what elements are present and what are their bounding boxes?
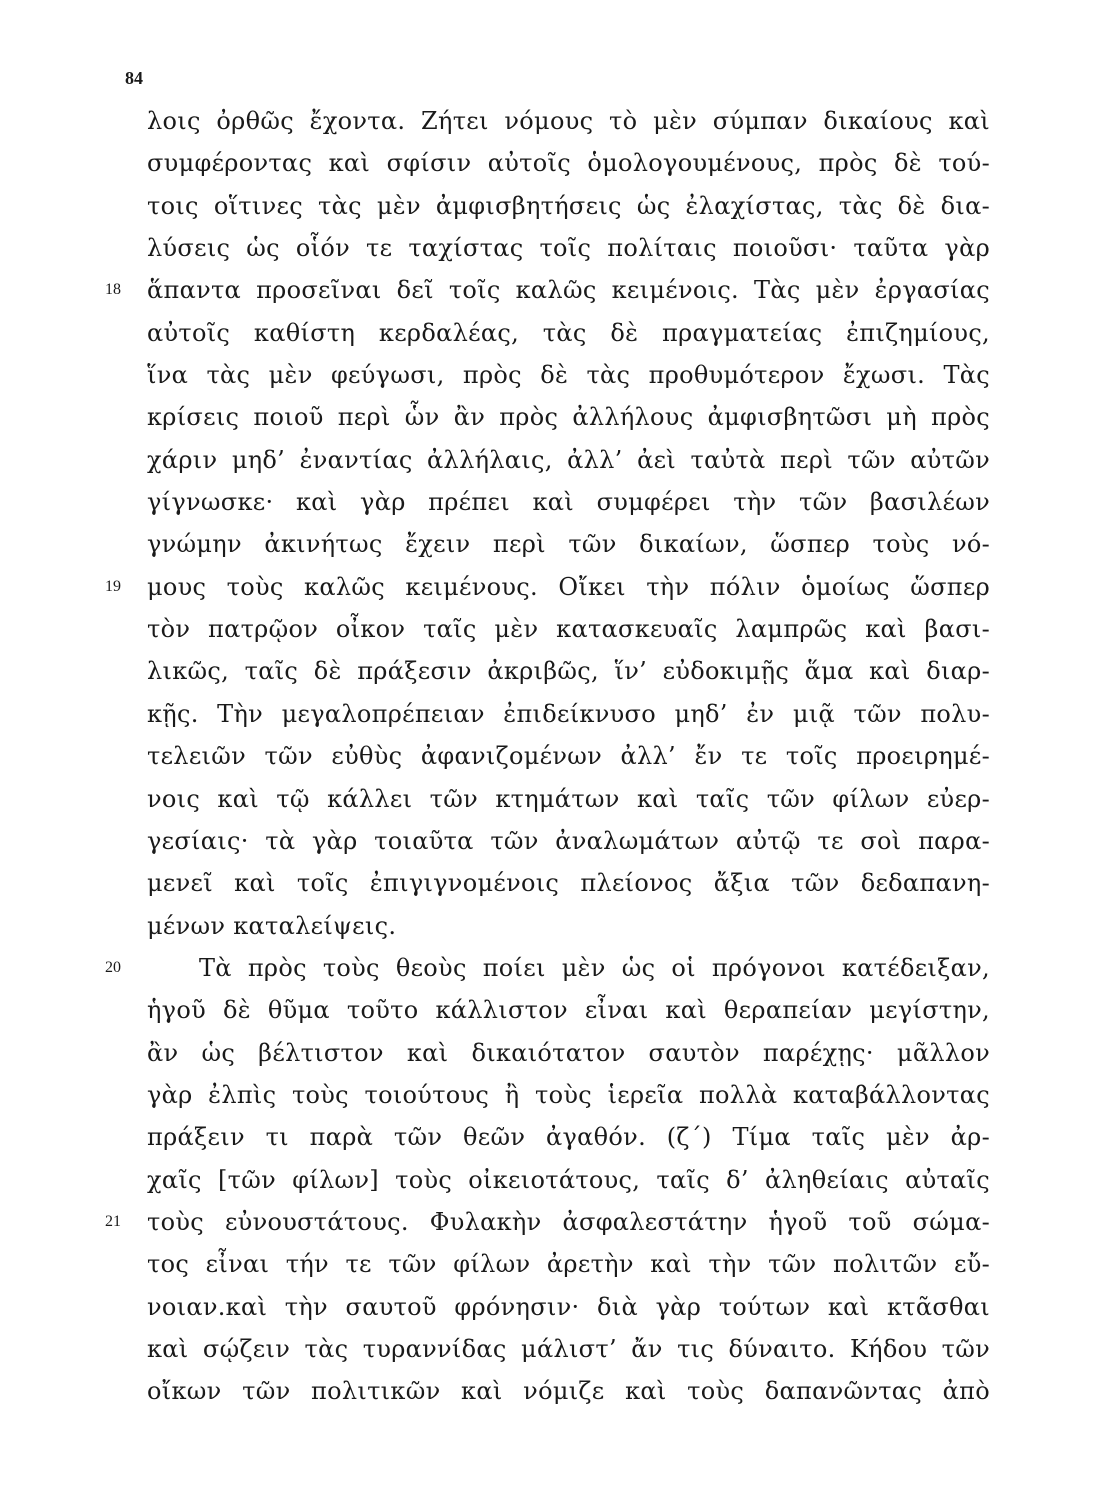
text-line [147, 1116, 990, 1158]
text-line [147, 1370, 990, 1412]
section-number: 20 [105, 958, 121, 976]
text-line [147, 439, 990, 481]
text-line [147, 396, 990, 438]
line-text: ἵνα τὰς μὲν φεύγωσι, πρὸς δὲ τὰς προθυμότερον ἔχωσι. Τὰς [147, 361, 990, 390]
text-line [147, 1243, 990, 1285]
text-line [147, 142, 990, 184]
text-line [147, 820, 990, 862]
line-text: ἂν ὡς βέλτιστον καὶ δικαιότατον σαυτὸν παρέχῃς· μᾶλλον [147, 1038, 990, 1067]
line-text: αὐτοῖς καθίστη κερδαλέας, τὰς δὲ πραγματείας ἐπιζημίους, [147, 318, 990, 347]
line-text: Τὰ πρὸς τοὺς θεοὺς ποίει μὲν ὡς οἱ πρόγονοι κατέδειξαν, [199, 953, 990, 982]
text-line [147, 100, 990, 142]
text-line [147, 862, 990, 904]
line-text: γὰρ ἐλπὶς τοὺς τοιούτους ἢ τοὺς ἱερεῖα πολλὰ καταβάλλοντας [147, 1080, 990, 1109]
text-line [147, 185, 990, 227]
text-line [105, 947, 990, 989]
line-text: νοιαν.καὶ τὴν σαυτοῦ φρόνησιν· διὰ γὰρ τούτων καὶ κτᾶσθαι [147, 1292, 990, 1321]
line-text: μένων καταλείψεις. [147, 911, 397, 940]
text-line [147, 905, 990, 947]
text-line [147, 481, 990, 523]
section-number: 19 [105, 577, 121, 595]
page-number: 84 [125, 68, 143, 88]
line-text: λύσεις ὡς οἷόν τε ταχίστας τοῖς πολίταις ποιοῦσι· ταῦτα γὰρ [147, 234, 990, 263]
text-line [147, 1286, 990, 1328]
text-line [147, 989, 990, 1031]
line-text: γίγνωσκε· καὶ γὰρ πρέπει καὶ συμφέρει τὴν τῶν βασιλέων [147, 488, 990, 517]
text-line [147, 650, 990, 692]
line-text: νοις καὶ τῷ κάλλει τῶν κτημάτων καὶ ταῖς τῶν φίλων εὐερ- [147, 784, 990, 813]
line-text: συμφέροντας καὶ σφίσιν αὐτοῖς ὁμολογουμένους, πρὸς δὲ τού- [147, 149, 990, 178]
line-text: τοις οἵτινες τὰς μὲν ἀμφισβητήσεις ὡς ἐλαχίστας, τὰς δὲ δια- [147, 191, 990, 220]
line-text: κῇς. Τὴν μεγαλοπρέπειαν ἐπιδείκνυσο μηδ’ ἐν μιᾷ τῶν πολυ- [147, 699, 990, 728]
line-text: κρίσεις ποιοῦ περὶ ὧν ἂν πρὸς ἀλλήλους ἀμφισβητῶσι μὴ πρὸς [147, 403, 990, 432]
line-text: λοις ὀρθῶς ἔχοντα. Ζήτει νόμους τὸ μὲν σύμπαν δικαίους καὶ [147, 107, 990, 135]
line-text: καὶ σῴζειν τὰς τυραννίδας μάλιστ’ ἄν τις δύναιτο. Κήδου τῶν [147, 1334, 990, 1363]
text-line [105, 566, 990, 608]
text-line [147, 693, 990, 735]
text-line [105, 1201, 990, 1243]
line-text: μενεῖ καὶ τοῖς ἐπιγιγνομένοις πλείονος ἄξια τῶν δεδαπανη- [147, 869, 990, 898]
text-line [147, 523, 990, 565]
line-text: πράξειν τι παρὰ τῶν θεῶν ἀγαθόν. (ζ΄) Τίμα ταῖς μὲν ἀρ- [147, 1123, 990, 1152]
text-line [147, 1074, 990, 1116]
line-text: ἡγοῦ δὲ θῦμα τοῦτο κάλλιστον εἶναι καὶ θεραπείαν μεγίστην, [147, 996, 990, 1025]
line-text: χάριν μηδ’ ἐναντίας ἀλλήλαις, ἀλλ’ ἀεὶ ταὐτὰ περὶ τῶν αὐτῶν [147, 445, 990, 474]
text-line [147, 312, 990, 354]
line-text: μους τοὺς καλῶς κειμένους. Οἴκει τὴν πόλιν ὁμοίως ὥσπερ [147, 572, 990, 601]
line-text: τος εἶναι τήν τε τῶν φίλων ἀρετὴν καὶ τὴν τῶν πολιτῶν εὔ- [147, 1250, 990, 1279]
text-line [147, 354, 990, 396]
text-line [147, 1328, 990, 1370]
text-line [147, 1159, 990, 1201]
greek-text-body [105, 100, 990, 1413]
text-line [147, 735, 990, 777]
line-text: γνώμην ἀκινήτως ἔχειν περὶ τῶν δικαίων, ὥσπερ τοὺς νό- [147, 530, 990, 559]
section-number: 21 [105, 1212, 121, 1230]
text-line [147, 227, 990, 269]
text-line [147, 778, 990, 820]
line-text: γεσίαις· τὰ γὰρ τοιαῦτα τῶν ἀναλωμάτων αὐτῷ τε σοὶ παρα- [147, 826, 990, 855]
line-text: τὸν πατρῷον οἶκον ταῖς μὲν κατασκευαῖς λαμπρῶς καὶ βασι- [147, 615, 990, 644]
text-line [147, 1032, 990, 1074]
line-text: ἅπαντα προσεῖναι δεῖ τοῖς καλῶς κειμένοις. Τὰς μὲν ἐργασίας [147, 276, 990, 305]
line-text: λικῶς, ταῖς δὲ πράξεσιν ἀκριβῶς, ἵν’ εὐδοκιμῇς ἅμα καὶ διαρ- [147, 657, 990, 686]
section-number: 18 [105, 281, 121, 299]
text-line [147, 608, 990, 650]
line-text: τοὺς εὐνουστάτους. Φυλακὴν ἀσφαλεστάτην ἡγοῦ τοῦ σώμα- [147, 1207, 990, 1236]
line-text: τελειῶν τῶν εὐθὺς ἀφανιζομένων ἀλλ’ ἔν τε τοῖς προειρημέ- [147, 742, 990, 771]
line-text: χαῖς [τῶν φίλων] τοὺς οἰκειοτάτους, ταῖς δ’ ἀληθείαις αὐταῖς [147, 1165, 990, 1194]
line-text: οἴκων τῶν πολιτικῶν καὶ νόμιζε καὶ τοὺς δαπανῶντας ἀπὸ [147, 1377, 990, 1406]
text-line [105, 269, 990, 311]
